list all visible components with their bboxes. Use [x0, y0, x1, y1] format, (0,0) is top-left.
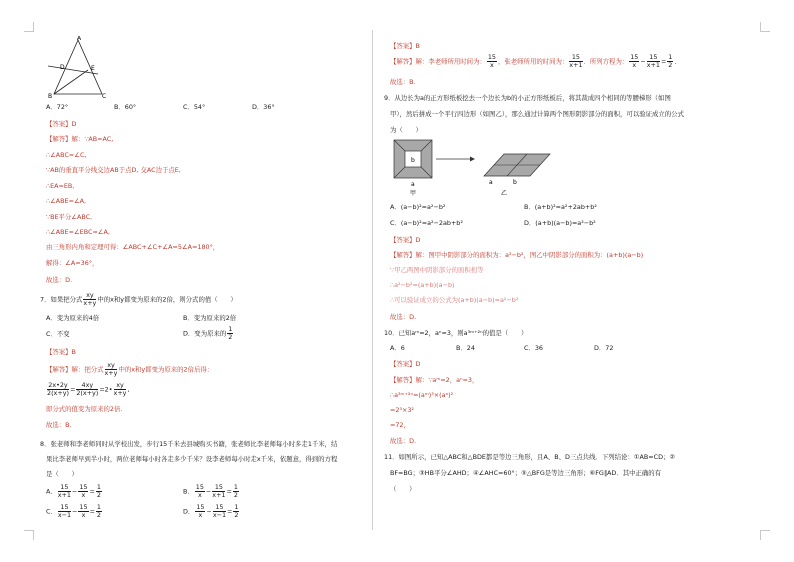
fig-yi-b: b	[513, 179, 517, 186]
q7-sol-frac-den: x+y	[104, 369, 118, 377]
q8-option-a-f2-den: x	[81, 491, 86, 499]
q8-sol-f3-num: 15	[630, 53, 639, 61]
q8-option-b-frac3	[233, 484, 239, 499]
q7-calc-2-den: 2(x+y)	[76, 389, 99, 397]
q8-option-a-f1-den: x+1	[57, 491, 71, 499]
q8-option-b-op: −	[205, 487, 212, 496]
q6-option-c: C．54°	[183, 103, 206, 111]
q8-done: 故选：B.	[390, 78, 416, 86]
q10-done: 故选：D.	[390, 437, 417, 445]
q8-option-d-f3-den: 2	[234, 511, 239, 519]
q8-sol-a: 【解答】解：李老师所用时间为：	[390, 57, 486, 66]
q8-solution	[390, 54, 681, 69]
q7-sol-b: 中的x和y都变为原来的2倍后得：	[118, 365, 214, 374]
fig-label-b: B	[48, 93, 53, 98]
q8-sol-f4-den: x+1	[646, 61, 660, 69]
q8-option-a-f3-num: 1	[96, 483, 101, 491]
q6-sol-line: ∴∠ABE=∠EBC=∠A,	[46, 228, 110, 236]
q10-stem: 10．已知aᵐ=2，aⁿ=3，则a³ᵐ⁺²ⁿ的值是（ ）	[384, 329, 528, 337]
q7-sol-c: 即分式的值变为原来的2倍.	[46, 405, 123, 413]
q8-line1: 8．张老师和李老师同时从学校出发，步行15千米去县城购买书籍，张老师比李老师每小时多走1千米，结	[40, 440, 338, 448]
q8-option-a	[46, 484, 103, 499]
q9-done: 故选：D.	[390, 313, 417, 321]
q9-answer: 【答案】D	[390, 236, 421, 244]
crop-mark-top-left	[24, 22, 34, 32]
q8-sol-frac1	[487, 54, 497, 69]
q8-option-d-f1-num: 15	[196, 503, 205, 511]
q7-calc-2-num: 4xy	[76, 382, 98, 390]
q7-calc-1-num: 2x•2y	[48, 381, 68, 389]
q8-option-c-f1-num: 15	[58, 504, 71, 512]
q8-option-c-frac2	[78, 504, 88, 519]
q7-calc-eq1: =	[69, 385, 76, 394]
column-divider	[372, 30, 373, 530]
q8-option-c	[46, 504, 103, 519]
q7-sol-a: 【解答】解：把分式	[46, 365, 104, 374]
q6-option-b: B．60°	[114, 103, 137, 111]
fig-label-e: E	[91, 65, 95, 72]
q7-frac-num: xy	[83, 292, 96, 300]
q8-option-a-frac1	[58, 484, 71, 499]
q7-calc-3-num: xy	[114, 382, 127, 390]
q8-option-a-frac2	[78, 484, 88, 499]
q8-option-c-label: C．	[46, 507, 57, 516]
q8-sol-op: −	[640, 57, 646, 66]
q7-option-c: C．不变	[46, 330, 70, 338]
q8-option-d-frac2	[213, 504, 226, 519]
q7-option-b: B．变为原来的2倍	[183, 314, 237, 322]
q11-line3: （ ）	[390, 485, 416, 493]
q6-option-d: D．36°	[252, 103, 275, 111]
q8-option-b-frac2	[212, 484, 225, 499]
q9-option-a: A．(a−b)²=a²−b²	[390, 203, 446, 211]
q9-line1: 9．从边长为a的正方形纸板挖去一个边长为b的小正方形纸板后，将其裁成四个相同的等腰梯形（如图	[384, 94, 671, 102]
q8-option-a-frac3	[96, 484, 102, 499]
q8-sol-f5-num: 1	[668, 53, 673, 61]
q8-option-a-f2-num: 15	[79, 483, 88, 491]
q6-sol-line: ∴∠ABE=∠A,	[46, 197, 87, 205]
q6-answer: 【答案】D	[46, 120, 77, 128]
q7-calc-frac-2	[76, 382, 98, 397]
q8-sol-frac5	[667, 54, 673, 69]
q8-option-a-eq: =	[89, 487, 95, 496]
q7-fraction	[83, 292, 96, 307]
q8-option-b-frac1	[195, 484, 205, 499]
q7-option-d-den: 2	[228, 333, 233, 341]
q10-sol-1: 【解答】解：∵aᵐ=2，aⁿ=3，	[390, 376, 479, 384]
q8-option-c-op: −	[72, 507, 78, 516]
q8-option-c-f2-den: x	[81, 511, 86, 519]
q7-calc-3-den: x+y	[113, 389, 127, 397]
q10-option-c: C．36	[524, 344, 543, 352]
q10-sol-3: =2³×3²	[390, 406, 414, 414]
q8-sol-f2-num: 15	[569, 54, 582, 62]
q8-sol-frac4	[647, 54, 660, 69]
q8-line3: 是（ ）	[46, 470, 78, 478]
q9-option-b: B．(a+b)²=a²+2ab+b²	[524, 203, 597, 211]
fig-yi-name: 乙	[501, 190, 508, 197]
q7-calc-frac-1	[47, 382, 69, 397]
q8-option-d-f1-den: x	[198, 511, 203, 519]
q8-option-c-f2-num: 15	[79, 503, 88, 511]
q6-sol-line: ∴EA=EB,	[46, 182, 75, 190]
q7-frac-den: x+y	[83, 299, 97, 307]
q8-option-d-f2-num: 15	[213, 504, 226, 512]
q6-sol-line: 由三角形内角和定理可得：∠ABC+∠C+∠A=5∠A=180°，	[46, 243, 220, 251]
q8-option-d-op: −	[206, 507, 212, 516]
q8-option-b-label: B．	[183, 487, 194, 496]
q9-option-c: C．(a−b)²=a²−2ab+b²	[390, 219, 463, 227]
q8-option-d-frac1	[195, 504, 205, 519]
q8-option-a-label: A．	[46, 487, 57, 496]
q8-line2: 果比李老师早到半小时，两位老师每小时各走多少千米？设李老师每小时走x千米，依题意，得到的方程	[46, 455, 338, 463]
q9-line3: 为（ ）	[390, 126, 422, 134]
q6-sol-line: 故选：D.	[46, 276, 73, 284]
q8-sol-frac3	[629, 54, 639, 69]
q6-sol-line: ∵AB的垂直平分线交边AB于点D, 交AC边于点E,	[46, 166, 181, 174]
q8-option-b-f1-den: x	[197, 491, 202, 499]
fig-jia-name: 甲	[410, 190, 417, 197]
q8-sol-f4-num: 15	[647, 54, 660, 62]
q6-sol-line: ∵BE平分∠ABC,	[46, 213, 93, 221]
q8-option-a-f1-num: 15	[58, 484, 71, 492]
crop-mark-bottom-right	[760, 530, 770, 540]
q9-option-d: D．(a+b)(a−b)=a²−b²	[524, 219, 596, 227]
q10-option-a: A．6	[390, 344, 405, 352]
q6-sol-line: 解得：∠A=36°，	[46, 259, 99, 267]
q8-option-c-frac1	[58, 504, 71, 519]
q9-sol-1: 【解答】解：图甲中阴影部分的面积为：a²−b²，图乙中阴影部分的面积为：(a+b)(a−b)	[390, 251, 644, 259]
q8-option-b-eq: =	[226, 487, 232, 496]
q9-line2: 甲），然后拼成一个平行四边形（如图乙），那么通过计算两个图形阴影部分的面积，可以验证成立的公式	[390, 110, 684, 118]
q8-option-d-f3-num: 1	[234, 503, 239, 511]
q8-option-d	[183, 504, 240, 519]
q8-sol-f1-num: 15	[487, 53, 496, 61]
q10-answer: 【答案】D	[390, 360, 421, 368]
q7-sol-d: 故选：B.	[46, 421, 72, 429]
q8-option-d-frac3	[233, 504, 239, 519]
q7-calc-eq2: =2•	[99, 385, 113, 394]
q8-option-b-f1-num: 15	[195, 483, 204, 491]
crop-mark-top-right	[760, 22, 770, 32]
q7-option-a: A．变为原来的4倍	[46, 314, 100, 322]
q7-stem-b: 中的x和y都变为原来的2倍，则分式的值（ ）	[97, 295, 237, 304]
q9-sol-4: ∴可以验证成立的公式为(a+b)(a−b)=a²−b²	[390, 296, 519, 304]
q7-stem	[40, 292, 237, 307]
q8-option-b-f2-den: x+1	[212, 491, 226, 499]
q7-sol-fraction	[105, 362, 118, 377]
q7-option-d-text: D．变为原来的	[183, 329, 227, 338]
square-trapezoid-figure	[384, 138, 584, 198]
q8-sol-f5-den: 2	[668, 61, 673, 69]
fig-label-d: D	[60, 64, 65, 71]
q11-line2: BF=BG；③HB平分∠AHD；④∠AHC=60°；⑤△BFG是等边三角形；⑥FG∥AD．其中正确的有	[390, 469, 662, 477]
q7-answer: 【答案】B	[46, 348, 76, 356]
q8-option-d-eq: =	[227, 507, 233, 516]
q10-option-d: D．72	[594, 344, 614, 352]
q8-sol-b: ，张老师所用的时间为：	[498, 57, 569, 66]
fig-jia-b: b	[411, 157, 415, 164]
q7-option-d-fraction	[227, 326, 233, 341]
q7-sol-line1	[46, 362, 213, 377]
q7-calc-frac-3	[113, 381, 130, 397]
q6-sol-line: 【解答】解：∵AB=AC,	[46, 135, 114, 143]
q8-option-d-f2-den: x−1	[212, 511, 227, 519]
q11-line1: 11．如图所示，已知△ABC和△BDE都是等边三角形，且A、B、D三点共线．下列结论：①AB=CD；②	[384, 453, 676, 461]
q8-option-c-f3-den: 2	[96, 511, 101, 519]
q7-calc-end: ,	[127, 385, 130, 394]
q6-option-a: A．72°	[46, 103, 69, 111]
q10-sol-2: ∴a³ᵐ⁺²ⁿ=(aᵐ)³×(aⁿ)²	[390, 391, 454, 399]
q8-option-c-frac3	[96, 504, 102, 519]
q9-sol-3: ∴a²−b²=(a+b)(a−b)	[390, 281, 455, 289]
q8-option-a-f3-den: 2	[96, 491, 101, 499]
q8-sol-eq: =	[660, 57, 667, 66]
q7-option-d	[183, 326, 234, 341]
q8-sol-f3-den: x	[632, 61, 637, 69]
q7-calc	[46, 382, 130, 397]
q10-option-b: B．24	[456, 344, 475, 352]
q8-option-b	[183, 484, 240, 499]
q8-option-c-f3-num: 1	[96, 503, 101, 511]
q8-option-b-f3-num: 1	[233, 483, 238, 491]
q8-sol-c: ．所列方程为：	[583, 57, 629, 66]
q8-sol-frac2	[569, 54, 582, 69]
q8-sol-f2-den: x+1	[569, 61, 583, 69]
q10-sol-4: =72，	[390, 421, 410, 429]
fig-label-a: A	[77, 36, 82, 42]
q8-sol-f1-den: x	[490, 61, 494, 69]
q8-option-a-op: −	[71, 487, 78, 496]
q6-sol-line: ∴∠ABC=∠C,	[46, 151, 87, 159]
q7-calc-1-den: 2(x+y)	[47, 389, 69, 397]
q8-option-d-label: D．	[183, 507, 195, 516]
crop-mark-bottom-left	[24, 530, 34, 540]
q8-option-b-f2-num: 15	[212, 484, 225, 492]
fig-jia-a: a	[411, 181, 415, 188]
q9-sol-2: ∵甲乙两图中阴影部分的面积相等	[390, 266, 484, 274]
triangle-figure	[48, 36, 110, 98]
q8-sol-end: ．	[674, 57, 681, 66]
q7-option-d-num: 1	[228, 325, 233, 333]
fig-yi-a: a	[489, 179, 493, 186]
q8-option-c-eq: =	[89, 507, 95, 516]
q8-option-c-f1-den: x−1	[57, 511, 72, 519]
q7-sol-frac-num: xy	[105, 362, 118, 370]
q8-option-b-f3-den: 2	[233, 491, 238, 499]
q8-answer: 【答案】B	[390, 42, 420, 50]
fig-label-c: C	[102, 93, 107, 98]
q7-stem-a: 7．如果把分式	[40, 295, 83, 304]
